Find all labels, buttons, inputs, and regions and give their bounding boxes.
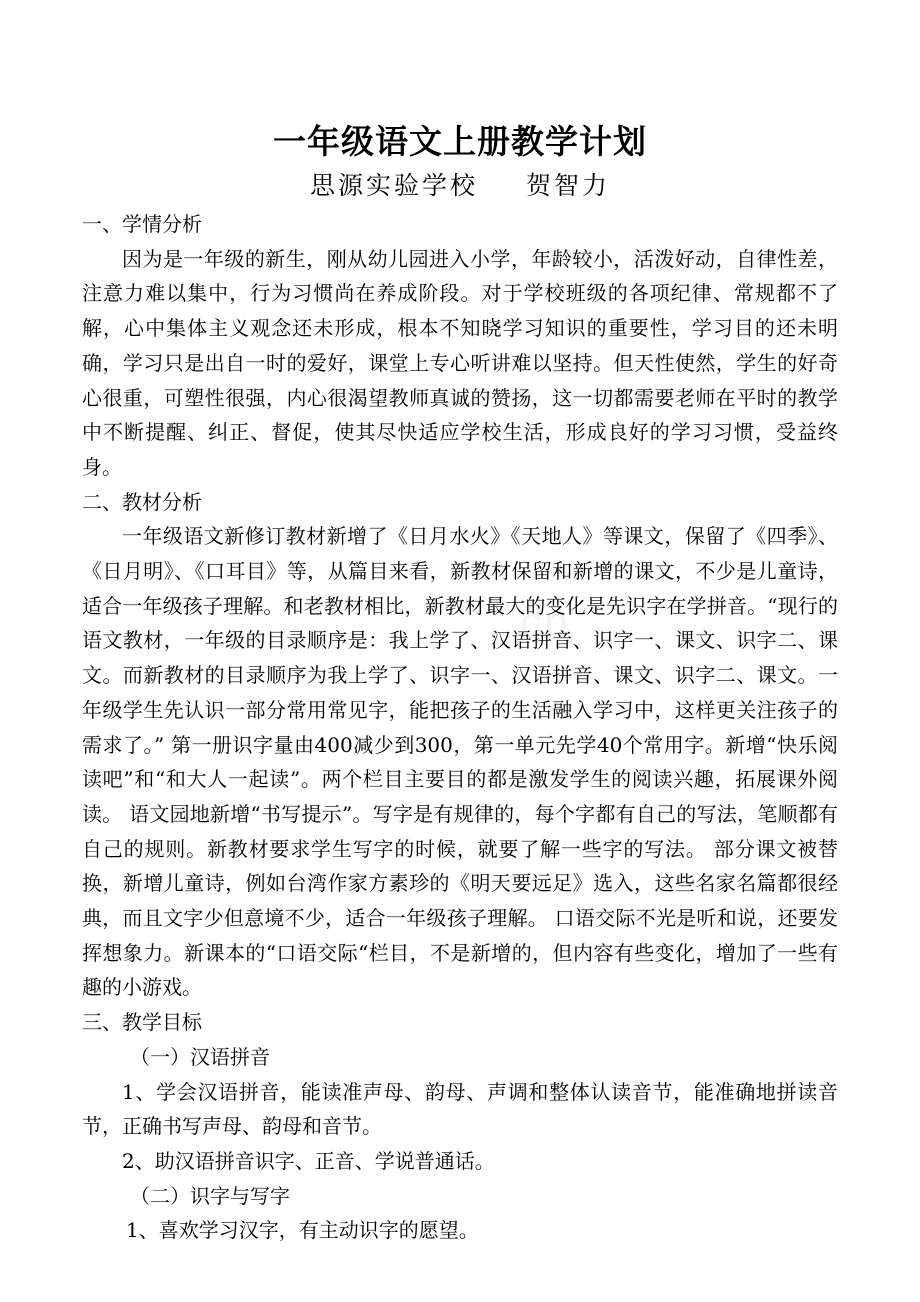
- section-paragraph-2: 一年级语文新修订教材新增了《日月水火》《天地人》等课文，保留了《四季》、《日月明》、《口耳目》等，从篇目来看，新教材保留和新增的课文，不少是儿童诗，适合一年级孩子理解。和老教材相比，新教材最大的变化是先识字在学拼音。“现行的语文教材，一年级的目录顺序是：我上学了、汉语拼音、识字一、课文、识字二、课文。而新教材的目录顺序为我上学了、识字一、汉语拼音、课文、识字二、课文。一年级学生先认识一部分常用常见字，能把孩子的生活融入学习中，这样更关注孩子的需求了。” 第一册识字量由400减少到300，第一单元先学40个常用字。新增“快乐阅读吧”和“和大人一起读”。两个栏目主要目的都是激发学生的阅读兴趣，拓展课外阅读。 语文园地新增“书写提示”。写字是有规律的，每个字都有自己的写法，笔顺都有自己的规则。新教材要求学生写字的时候，就要了解一些字的写法。 部分课文被替换，新增儿童诗，例如台湾作家方素珍的《明天要远足》选入，这些名家名篇都很经典，而且文字少但意境不少，适合一年级孩子理解。 口语交际不光是听和说，还要发挥想象力。新课本的“口语交际“栏目，不是新增的，但内容有些变化，增加了一些有趣的小游戏。: [82, 524, 838, 1000]
- section-paragraph-1: 因为是一年级的新生，刚从幼儿园进入小学，年龄较小，活泼好动，自律性差，注意力难以集中，行为习惯尚在养成阶段。对于学校班级的各项纪律、常规都不了解，心中集体主义观念还未形成，根本不知晓学习知识的重要性，学习目的还未明确，学习只是出自一时的爱好，课堂上专心听讲难以坚持。但天性使然，学生的好奇心很重，可塑性很强，内心很渴望教师真诚的赞扬，这一切都需要老师在平时的教学中不断提醒、纠正、督促，使其尽快适应学校生活，形成良好的学习习惯，受益终身。: [82, 246, 838, 479]
- goal-item: 1、学会汉语拼音，能读准声母、韵母、声调和整体认读音节，能准确地拼读音节，正确书写声母、韵母和音节。: [82, 1079, 838, 1139]
- subheading-pinyin: （一）汉语拼音: [130, 1044, 270, 1069]
- goal-item: 1、喜欢学习汉字，有主动识字的愿望。: [126, 1218, 479, 1243]
- page-title: 一年级语文上册教学计划: [273, 122, 647, 161]
- document-body: [82, 207, 838, 1248]
- goal-item: 2、助汉语拼音识字、正音、学说普通话。: [122, 1148, 495, 1173]
- section-heading-1: 一、学情分析: [82, 212, 202, 236]
- school-name: 思源实验学校: [309, 171, 478, 200]
- author-name: 贺智力: [526, 171, 611, 200]
- section-heading-2: 二、教材分析: [82, 489, 202, 514]
- section-heading-3: 三、教学目标: [82, 1010, 202, 1035]
- subheading-literacy: （二）识字与写字: [130, 1183, 290, 1208]
- byline: [0, 166, 920, 202]
